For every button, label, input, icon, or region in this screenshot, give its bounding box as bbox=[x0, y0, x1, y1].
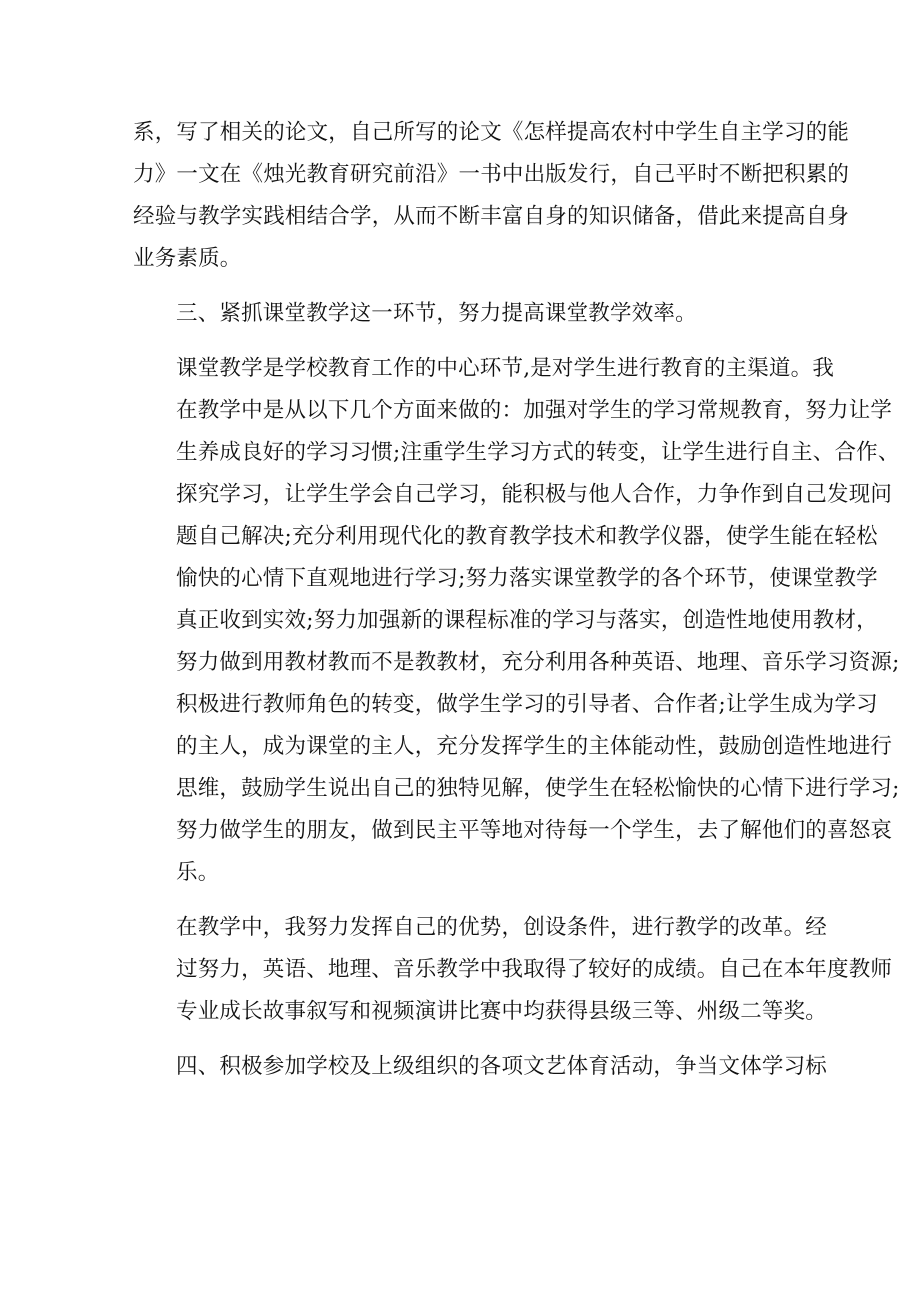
text-line: 在教学中是从以下几个方面来做的：加强对学生的学习常规教育，努力让学 bbox=[176, 398, 893, 423]
text-line: 思维，鼓励学生说出自己的独特见解，使学生在轻松愉快的心情下进行学习; bbox=[176, 776, 900, 801]
text-line: 积极进行教师角色的转变，做学生学习的引导者、合作者;让学生成为学习 bbox=[176, 692, 878, 717]
text-line: 业务素质。 bbox=[133, 246, 242, 271]
text-line: 经验与教学实践相结合学，从而不断丰富自身的知识储备，借此来提高自身 bbox=[133, 204, 850, 229]
text-line: 生养成良好的学习习惯;注重学生学习方式的转变，让学生进行自主、合作、 bbox=[176, 440, 900, 465]
text-line: 愉快的心情下直观地进行学习;努力落实课堂教学的各个环节，使课堂教学 bbox=[176, 566, 878, 591]
text-line: 力》一文在《烛光教育研究前沿》一书中出版发行，自己平时不断把积累的 bbox=[133, 162, 850, 187]
paragraph bbox=[133, 293, 795, 335]
text-line: 课堂教学是学校教育工作的中心环节,是对学生进行教育的主渠道。我 bbox=[176, 356, 835, 381]
text-line: 过努力，英语、地理、音乐教学中我取得了较好的成绩。自己在本年度教师 bbox=[176, 957, 893, 982]
text-line: 四、积极参加学校及上级组织的各项文艺体育活动，争当文体学习标 bbox=[176, 1054, 828, 1079]
text-line: 题自己解决;充分利用现代化的教育教学技术和教学仪器，使学生能在轻松 bbox=[176, 524, 878, 549]
paragraph bbox=[133, 348, 900, 894]
text-line: 乐。 bbox=[176, 860, 220, 885]
text-line: 专业成长故事叙写和视频演讲比赛中均获得县级三等、州级二等奖。 bbox=[176, 999, 828, 1024]
text-line: 探究学习，让学生学会自己学习，能积极与他人合作，力争作到自己发现问 bbox=[176, 482, 893, 507]
paragraph bbox=[133, 1046, 828, 1088]
paragraph bbox=[133, 112, 850, 280]
paragraph bbox=[133, 907, 893, 1033]
text-line: 在教学中，我努力发挥自己的优势，创设条件，进行教学的改革。经 bbox=[176, 915, 828, 940]
text-line: 的主人，成为课堂的主人，充分发挥学生的主体能动性，鼓励创造性地进行 bbox=[176, 734, 893, 759]
text-line: 努力做到用教材教而不是教教材，充分利用各种英语、地理、音乐学习资源; bbox=[176, 650, 900, 675]
text-line: 真正收到实效;努力加强新的课程标准的学习与落实，创造性地使用教材， bbox=[176, 608, 878, 633]
text-line: 努力做学生的朋友，做到民主平等地对待每一个学生，去了解他们的喜怒哀 bbox=[176, 818, 893, 843]
text-line: 三、紧抓课堂教学这一环节，努力提高课堂教学效率。 bbox=[176, 301, 697, 326]
text-line: 系，写了相关的论文，自己所写的论文《怎样提高农村中学生自主学习的能 bbox=[133, 120, 850, 145]
document-body bbox=[133, 112, 900, 1101]
